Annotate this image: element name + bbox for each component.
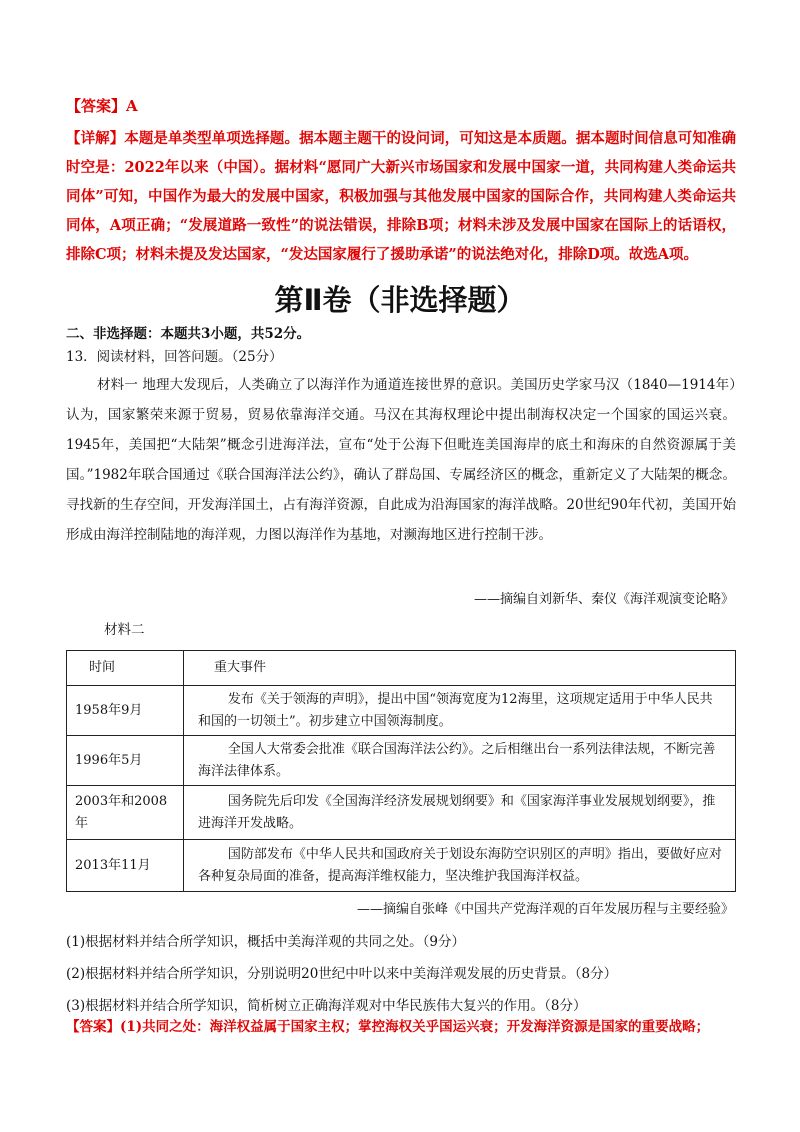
volume-title: 第Ⅱ卷（非选择题）: [274, 283, 526, 317]
events-table: [66, 650, 736, 892]
question-13-stem: 13．阅读材料，回答问题。（25分）: [66, 349, 283, 365]
previous-answer-label: 【答案】A: [66, 97, 138, 115]
table-cell-event: 发布《关于领海的声明》，提出中国“领海宽度为12海里，这项规定适用于中华人民共和国的一切领土”。初步建立中国领海制度。: [184, 686, 736, 736]
table-cell-time: 2013年11月: [67, 840, 184, 892]
table-row: [67, 840, 736, 892]
table-cell-time: 2003年和2008年: [67, 786, 184, 840]
table-cell-time: 1996年5月: [67, 736, 184, 786]
table-row: [67, 786, 736, 840]
material-two-source: ——摘编自张峰《中国共产党海洋观的百年发展历程与主要经验》: [356, 902, 734, 917]
table-cell-event: 全国人大常委会批准《联合国海洋法公约》。之后相继出台一系列法律法规，不断完善海洋法律体系。: [184, 736, 736, 786]
table-header-time: 时间: [67, 651, 184, 686]
material-two-label: 材料二: [104, 622, 145, 638]
table-header-event: 重大事件: [184, 651, 736, 686]
sub-question-2: (2)根据材料并结合所学知识，分别说明20世纪中叶以来中美海洋观发展的历史背景。（8分）: [66, 966, 618, 982]
section-header: 二、非选择题：本题共3小题，共52分。: [66, 326, 311, 342]
material-one-source: ——摘编自刘新华、秦仪《海洋观演变论略》: [473, 592, 734, 607]
table-row: [67, 736, 736, 786]
table-cell-event: 国务院先后印发《全国海洋经济发展规划纲要》和《国家海洋事业发展规划纲要》，推进海洋开发战略。: [184, 786, 736, 840]
material-one-text: 材料一 地理大发现后，人类确立了以海洋作为通道连接世界的意识。美国历史学家马汉（1840—1914年）认为，国家繁荣来源于贸易，贸易依靠海洋交通。马汉在其海权理论中提出制海权决定一个国家的国运兴衰。1945年，美国把“大陆架”概念引进海洋法，宣布“处于公海下但毗连美国海岸的底土和海床的自然资源属于美国。”1982年联合国通过《联合国海洋法公约》，确认了群岛国、专属经济区的概念，重新定义了大陆架的概念。寻找新的生存空间，开发海洋国土，占有海洋资源，自此成为沿海国家的海洋战略。20世纪90年代初，美国开始形成由海洋控制陆地的海洋观，力图以海洋作为基地，对濒海地区进行控制干涉。: [66, 377, 736, 543]
table-cell-time: 1958年9月: [67, 686, 184, 736]
sub-question-1: (1)根据材料并结合所学知识，概括中美海洋观的共同之处。（9分）: [66, 934, 465, 950]
previous-answer-detail: 【详解】本题是单类型单项选择题。据本题主题干的设问词，可知这是本质题。据本题时间信息可知准确时空是：2022年以来（中国）。据材料“愿同广大新兴市场国家和发展中国家一道，共同构建人类命运共同体”可知，中国作为最大的发展中国家，积极加强与其他发展中国家的国际合作，共同构建人类命运共同体，A项正确；“发展道路一致性”的说法错误，排除B项；材料未涉及发展中国家在国际上的话语权，排除C项；材料未提及发达国家，“发达国家履行了援助承诺”的说法绝对化，排除D项。故选A项。: [66, 130, 736, 263]
sub-question-3: (3)根据材料并结合所学知识，简析树立正确海洋观对中华民族伟大复兴的作用。（8分）: [66, 998, 587, 1014]
question-13-answer: 【答案】(1)共同之处：海洋权益属于国家主权；掌控海权关乎国运兴衰；开发海洋资源是国家的重要战略；: [66, 1019, 710, 1035]
table-header-row: [67, 651, 736, 686]
table-row: [67, 686, 736, 736]
table-cell-event: 国防部发布《中华人民共和国政府关于划设东海防空识别区的声明》指出，要做好应对各种复杂局面的准备，提高海洋维权能力，坚决维护我国海洋权益。: [184, 840, 736, 892]
sub-questions: [66, 926, 736, 1022]
